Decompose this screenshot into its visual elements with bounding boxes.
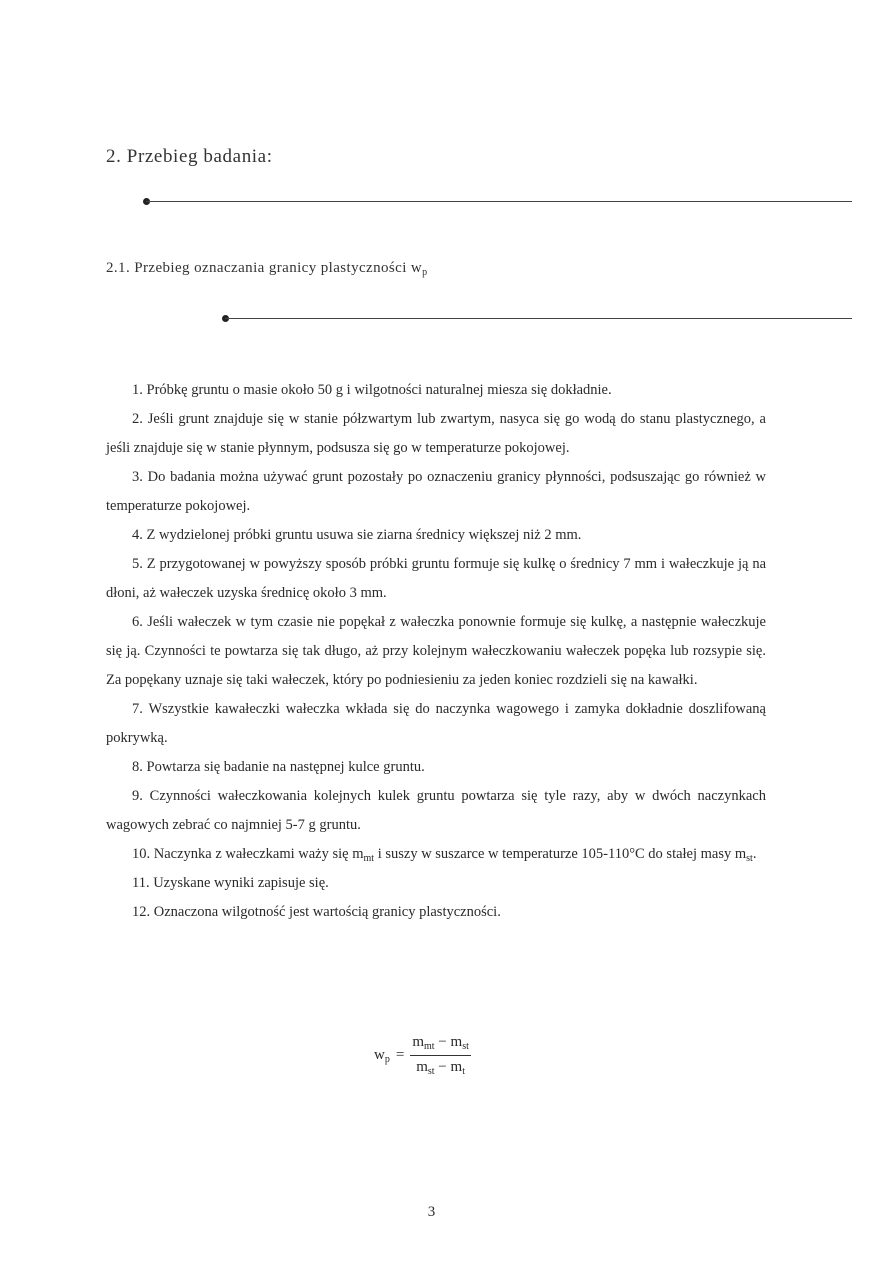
formula-denominator: $m_{st} - m_t$ — [416, 1059, 465, 1077]
subsection-title: 2.1. Przebieg oznaczania granicy plastyczności w — [106, 260, 423, 276]
step: 3. Do badania można używać grunt pozostały po oznaczeniu granicy płynności, podsuszając go również w temperaturze pokojowej. — [106, 469, 766, 514]
step: 7. Wszystkie kawałeczki wałeczka wkłada się do naczynka wagowego i zamyka dokładnie doszlifowaną pokrywką. — [106, 701, 766, 746]
formula-numerator: $m_{mt} - m_{st}$ — [410, 1034, 471, 1056]
formula-fraction — [410, 1034, 471, 1077]
formula-equals: = — [395, 1047, 405, 1063]
procedure-steps — [106, 376, 766, 927]
plastic-limit-formula — [374, 1034, 471, 1077]
step-subscript: st — [746, 853, 753, 864]
subsection-heading — [106, 260, 428, 278]
step: 12. Oznaczona wilgotność jest wartością granicy plastyczności. — [132, 904, 501, 920]
step: 8. Powtarza się badanie na następnej kulce gruntu. — [132, 759, 425, 775]
step — [106, 840, 766, 869]
step: 1. Próbkę gruntu o masie około 50 g i wilgotności naturalnej miesza się dokładnie. — [132, 382, 612, 398]
step-text: . — [752, 846, 757, 862]
section-heading: 2. Przebieg badania: — [106, 146, 273, 167]
step-text: i suszy w suszarce w temperaturze 105-110°C do stałej masy m — [374, 846, 747, 862]
step: 4. Z wydzielonej próbki gruntu usuwa sie ziarna średnicy większej niż 2 mm. — [132, 527, 582, 543]
step: 9. Czynności wałeczkowania kolejnych kulek gruntu powtarza się tyle razy, aby w dwóch naczynkach wagowych zebrać co najmniej 5-7 g gruntu. — [106, 788, 766, 833]
step: 5. Z przygotowanej w powyższy sposób próbki gruntu formuje się kulkę o średnicy 7 mm i wałeczkuje ją na dłoni, aż wałeczek uzyska średnicę około 3 mm. — [106, 556, 766, 601]
page-number: 3 — [427, 1204, 436, 1220]
subheading-rule — [225, 318, 852, 319]
step: 6. Jeśli wałeczek w tym czasie nie popękał z wałeczka ponownie formuje się kulkę, a następnie wałeczkuje się ją. Czynności te powtarza się tak długo, aż przy kolejnym wałeczkowaniu wałeczek popęka lub rozsypie się. Za popękany uznaje się taki wałeczek, który po podniesieniu za jeden koniec rozdzieli się na kawałki. — [106, 614, 766, 688]
step: 11. Uzyskane wyniki zapisuje się. — [132, 875, 329, 891]
heading-rule — [146, 201, 852, 202]
formula-lhs: $w_p$ — [374, 1046, 390, 1065]
step-subscript: mt — [363, 853, 375, 864]
step: 2. Jeśli grunt znajduje się w stanie półzwartym lub zwartym, nasyca się go wodą do stanu plastycznego, a jeśli znajduje się w stanie płynnym, podsusza się go w temperaturze pokojowej. — [106, 411, 766, 456]
step-text: 10. Naczynka z wałeczkami waży się m — [132, 846, 364, 862]
subsection-title-subscript: p — [422, 267, 428, 278]
